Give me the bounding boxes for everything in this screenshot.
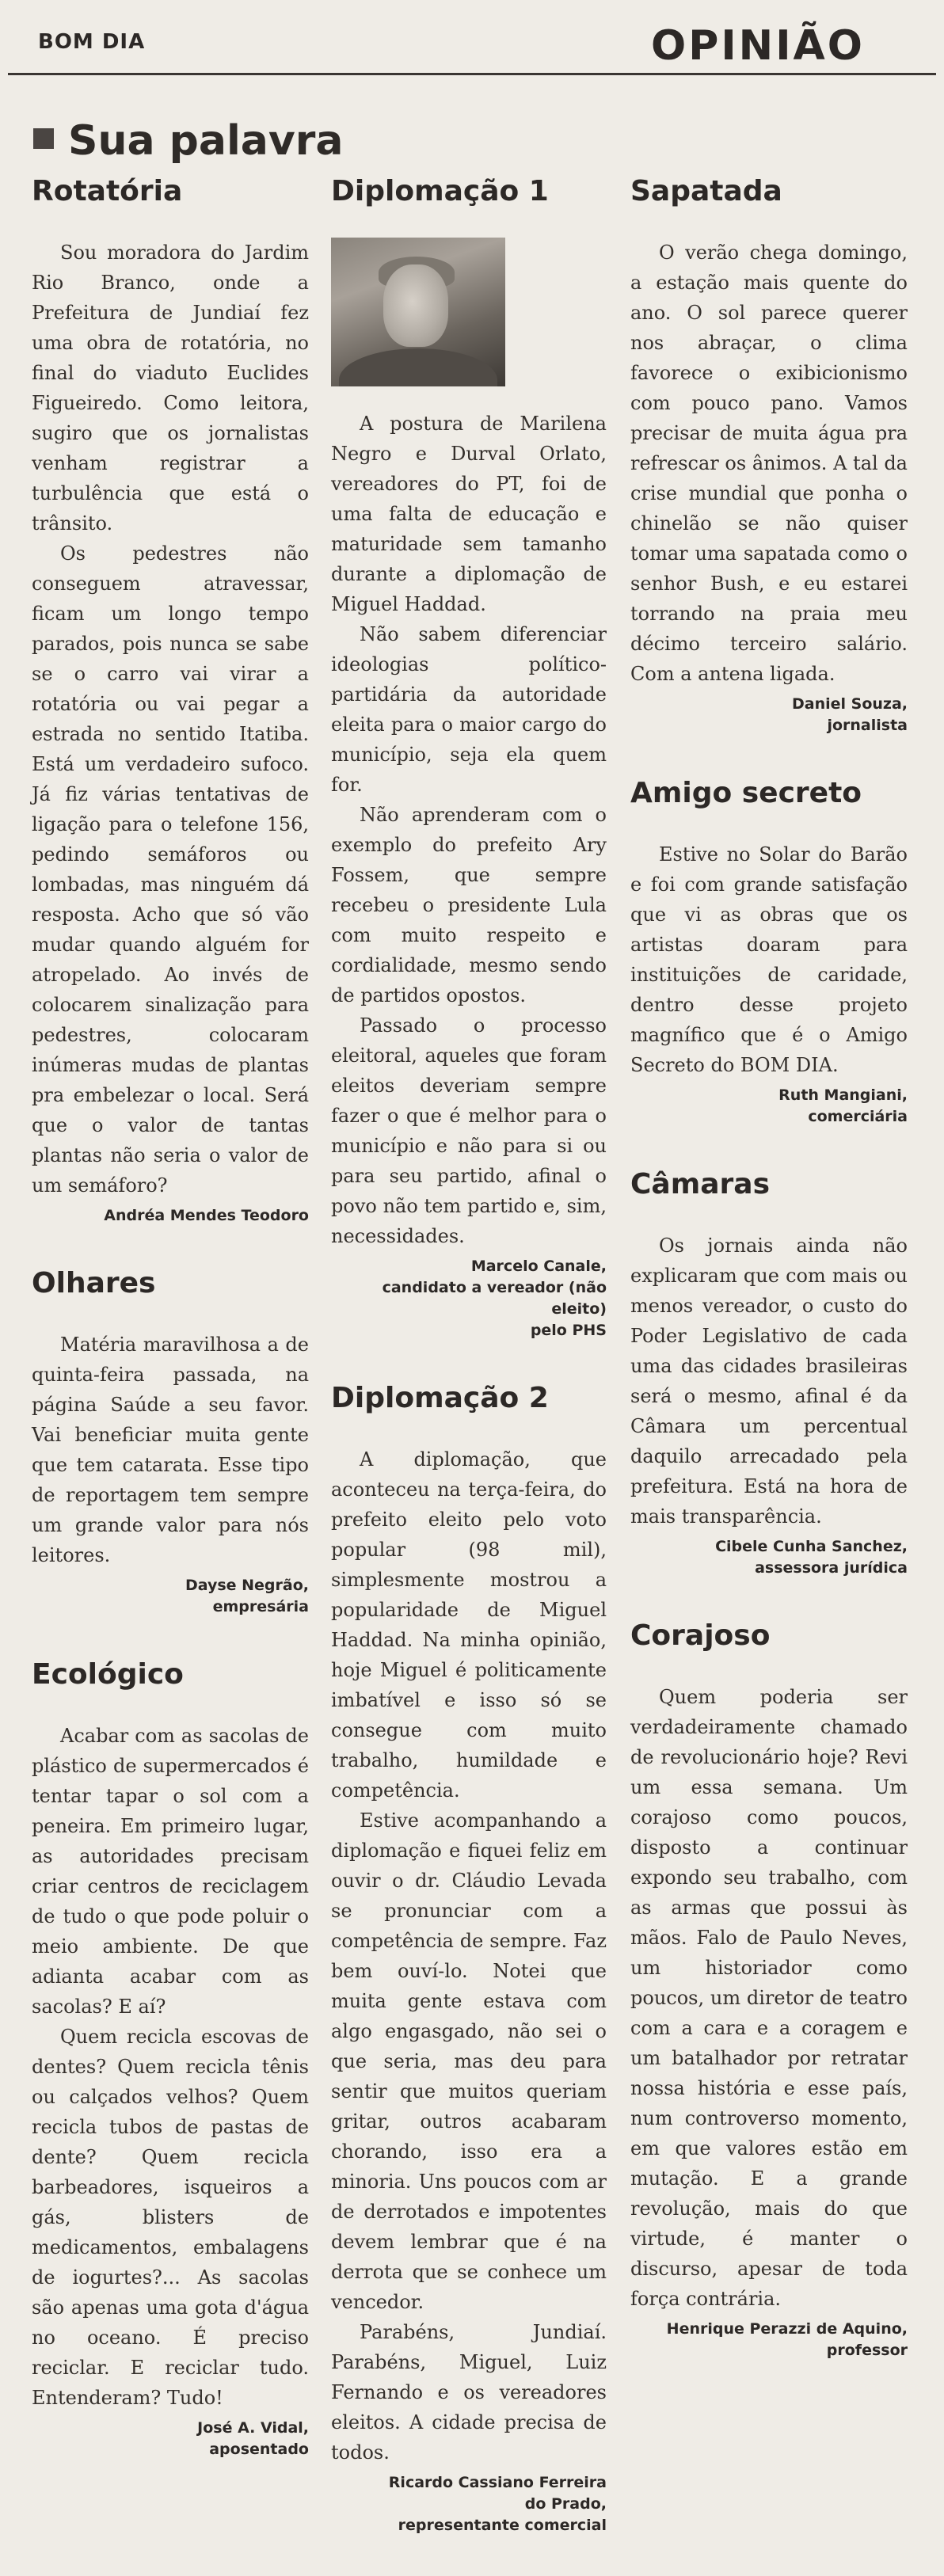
section-name: OPINIÃO (651, 22, 865, 70)
letter-title: Câmaras (630, 1168, 770, 1200)
photo-shoulders (339, 348, 497, 386)
letter-signature (32, 1205, 309, 1227)
column-title-text: Sua palavra (68, 117, 344, 165)
letter-signature (32, 1575, 309, 1618)
signature-occupation: jornalista (827, 717, 908, 734)
letter-signature (331, 2472, 607, 2536)
letter-signature (32, 2418, 309, 2460)
letter-title: Sapatada (630, 175, 782, 207)
letter-paragraph: O verão chega domingo, a estação mais quente do ano. O sol parece querer nos abraçar, o clima favorece o exibicionismo com pouco pano. Vamos precisar de muita água pra refrescar os ânimos. A tal da crise mundial que ponha o chinelão se não quiser tomar uma sapatada como o senhor Bush, e eu estarei torrando na praia meu décimo terceiro salário. Com a antena ligada. (630, 242, 908, 685)
letter-signature (630, 694, 908, 736)
letter-title: Corajoso (630, 1619, 771, 1652)
signature-occupation: aposentado (209, 2441, 309, 2458)
signature-party: pelo PHS (530, 1322, 607, 1339)
letter-paragraph: Matéria maravilhosa a de quinta-feira passada, na página Saúde a seu favor. Vai beneficiar muita gente que tem catarata. Esse tipo de reportagem tem sempre um grande valor para nós leitores. (32, 1334, 309, 1566)
letter-diplomacao-1 (331, 174, 607, 1341)
letter-paragraph: Quem poderia ser verdadeiramente chamado de revolucionário hoje? Revi um essa semana. Um corajoso como poucos, disposto a continuar expondo seu trabalho, com as armas que possui às mãos. Falo de Paulo Neves, um historiador como poucos, um diretor de teatro com a cara e a coragem e um batalhador por retratar nossa história e esse país, num controverso momento, em que valores estão em mutação. E a grande revolução, mais do que virtude, é manter o discurso, apesar de toda força contrária. (630, 1686, 908, 2310)
photo-face (383, 264, 448, 347)
letter-camaras (630, 1167, 908, 1579)
letter-title: Olhares (32, 1267, 156, 1299)
letter-paragraph: A postura de Marilena Negro e Durval Orlato, vereadores do PT, foi de uma falta de educação e maturidade sem tamanho durante a diplomação de Miguel Haddad. (331, 413, 607, 615)
letter-paragraph: Estive no Solar do Barão e foi com grande satisfação que vi as obras que os artistas doaram para instituições de caridade, dentro desse projeto magnífico que é o Amigo Secreto do BOM DIA. (630, 843, 908, 1076)
square-bullet-icon (33, 128, 54, 149)
letter-paragraph: Não aprenderam com o exemplo do prefeito Ary Fossem, que sempre recebeu o presidente Lula com muito respeito e cordialidade, mesmo sendo de partidos opostos. (331, 804, 607, 1006)
letter-signature (630, 1536, 908, 1579)
letter-paragraph: Não sabem diferenciar ideologias político-partidária da autoridade eleita para o maior cargo do município, seja ela quem for. (331, 623, 607, 796)
signature-name: Cibele Cunha Sanchez, (715, 1538, 908, 1555)
letter-corajoso (630, 1619, 908, 2361)
letter-title: Amigo secreto (630, 777, 862, 809)
letter-paragraph: Acabar com as sacolas de plástico de supermercados é tentar tapar o sol com a peneira. Em primeiro lugar, as autoridades precisam criar centros de reciclagem de tudo o que pode poluir o meio ambiente. De que adianta acabar com as sacolas? E aí? (32, 1725, 309, 2018)
letter-olhares (32, 1266, 309, 1618)
letter-diplomacao-2 (331, 1381, 607, 2536)
letter-paragraph: A diplomação, que aconteceu na terça-feira, do prefeito eleito pelo voto popular (98 mil), simplesmente mostrou a popularidade de Miguel Haddad. Na minha opinião, hoje Miguel é politicamente imbatível e isso só se consegue com muito trabalho, humildade e competência. (331, 1448, 607, 1802)
signature-name: Marcelo Canale, (470, 1258, 607, 1275)
author-photo (331, 238, 505, 386)
letter-paragraph: Parabéns, Jundiaí. Parabéns, Miguel, Luiz Fernando e os vereadores eleitos. A cidade precisa de todos. (331, 2321, 607, 2464)
masthead (0, 0, 944, 79)
signature-occupation: assessora jurídica (755, 1559, 908, 1577)
letter-paragraph: Os pedestres não conseguem atravessar, ficam um longo tempo parados, pois nunca se sabe se o carro vai virar a rotatória ou vai pegar a estrada no sentido Itatiba. Está um verdadeiro sufoco. Já fiz várias tentativas de ligação para o telefone 156, pedindo semáforos ou lombadas, mas ninguém dá resposta. Acho que só vão mudar quando alguém for atropelado. Ao invés de colocarem sinalização para pedestres, colocaram inúmeras mudas de plantas pra embelezar o local. Será que o valor de tantas plantas não seria o valor de um semáforo? (32, 542, 309, 1197)
newspaper-name: BOM DIA (38, 30, 146, 54)
signature-name-cont: do Prado, (524, 2495, 607, 2513)
signature-occupation: comerciária (808, 1108, 908, 1125)
letter-paragraph: Quem recicla escovas de dentes? Quem recicla tênis ou calçados velhos? Quem recicla tubos de pastas de dente? Quem recicla barbeadores, isqueiros a gás, blisters de medicamentos, embalagens de iogurtes?... As sacolas são apenas uma gota d'água no oceano. É preciso reciclar. E reciclar tudo. Entenderam? Tudo! (32, 2026, 309, 2409)
signature-name: Daniel Souza, (791, 695, 908, 713)
letter-rotatoria (32, 174, 309, 1227)
column-left (32, 174, 309, 2500)
letter-amigo-secreto (630, 776, 908, 1128)
letter-signature (630, 2319, 908, 2361)
letter-paragraph: Sou moradora do Jardim Rio Branco, onde a Prefeitura de Jundiaí fez uma obra de rotatória, no final do viaduto Euclides Figueiredo. Como leitora, sugiro que os jornalistas venham registrar a turbulência que está o trânsito. (32, 242, 309, 535)
letter-title: Diplomação 2 (331, 1382, 549, 1414)
letter-paragraph: Estive acompanhando a diplomação e fiquei feliz em ouvir o dr. Cláudio Levada se pronunciar com a competência de sempre. Faz bem ouví-lo. Notei que muita gente estava com algo engasgado, não sei o que seria, mas deu para sentir que muitos queriam gritar, outros acabaram chorando, isso era a minoria. Uns poucos com ar de derrotados e impotentes devem lembrar que é na derrota que se conhece um vencedor. (331, 1809, 607, 2313)
signature-occupation: candidato a vereador (não eleito) (382, 1279, 607, 1318)
signature-occupation: representante comercial (398, 2517, 607, 2534)
signature-name: Dayse Negrão, (185, 1577, 309, 1594)
letter-paragraph: Os jornais ainda não explicaram que com mais ou menos vereador, o custo do Poder Legislativo de cada uma das cidades brasileiras será o mesmo, afinal é da Câmara um percentual daquilo arrecadado pela prefeitura. Está na hora de mais transparência. (630, 1235, 908, 1528)
signature-name: Henrique Perazzi de Aquino, (666, 2320, 908, 2338)
signature-occupation: professor (826, 2342, 908, 2359)
column-title (33, 117, 344, 165)
column-right (630, 174, 908, 2401)
header-rule (8, 73, 936, 75)
letter-title: Diplomação 1 (331, 175, 549, 207)
letter-title: Ecológico (32, 1658, 184, 1691)
signature-name: Ricardo Cassiano Ferreira (388, 2474, 607, 2491)
letter-signature (630, 1085, 908, 1128)
signature-occupation: empresária (212, 1598, 309, 1615)
letter-title: Rotatória (32, 175, 183, 207)
signature-name: Andréa Mendes Teodoro (104, 1207, 309, 1224)
letter-sapatada (630, 174, 908, 736)
column-middle (331, 174, 607, 2576)
letter-signature (331, 1256, 607, 1341)
signature-name: José A. Vidal, (197, 2419, 309, 2437)
letter-paragraph: Passado o processo eleitoral, aqueles que foram eleitos deveriam sempre fazer o que é melhor para o município e não para si ou para seu partido, afinal o povo não tem partido e, sim, necessidades. (331, 1014, 607, 1247)
letter-ecologico (32, 1657, 309, 2460)
signature-name: Ruth Mangiani, (778, 1086, 908, 1104)
